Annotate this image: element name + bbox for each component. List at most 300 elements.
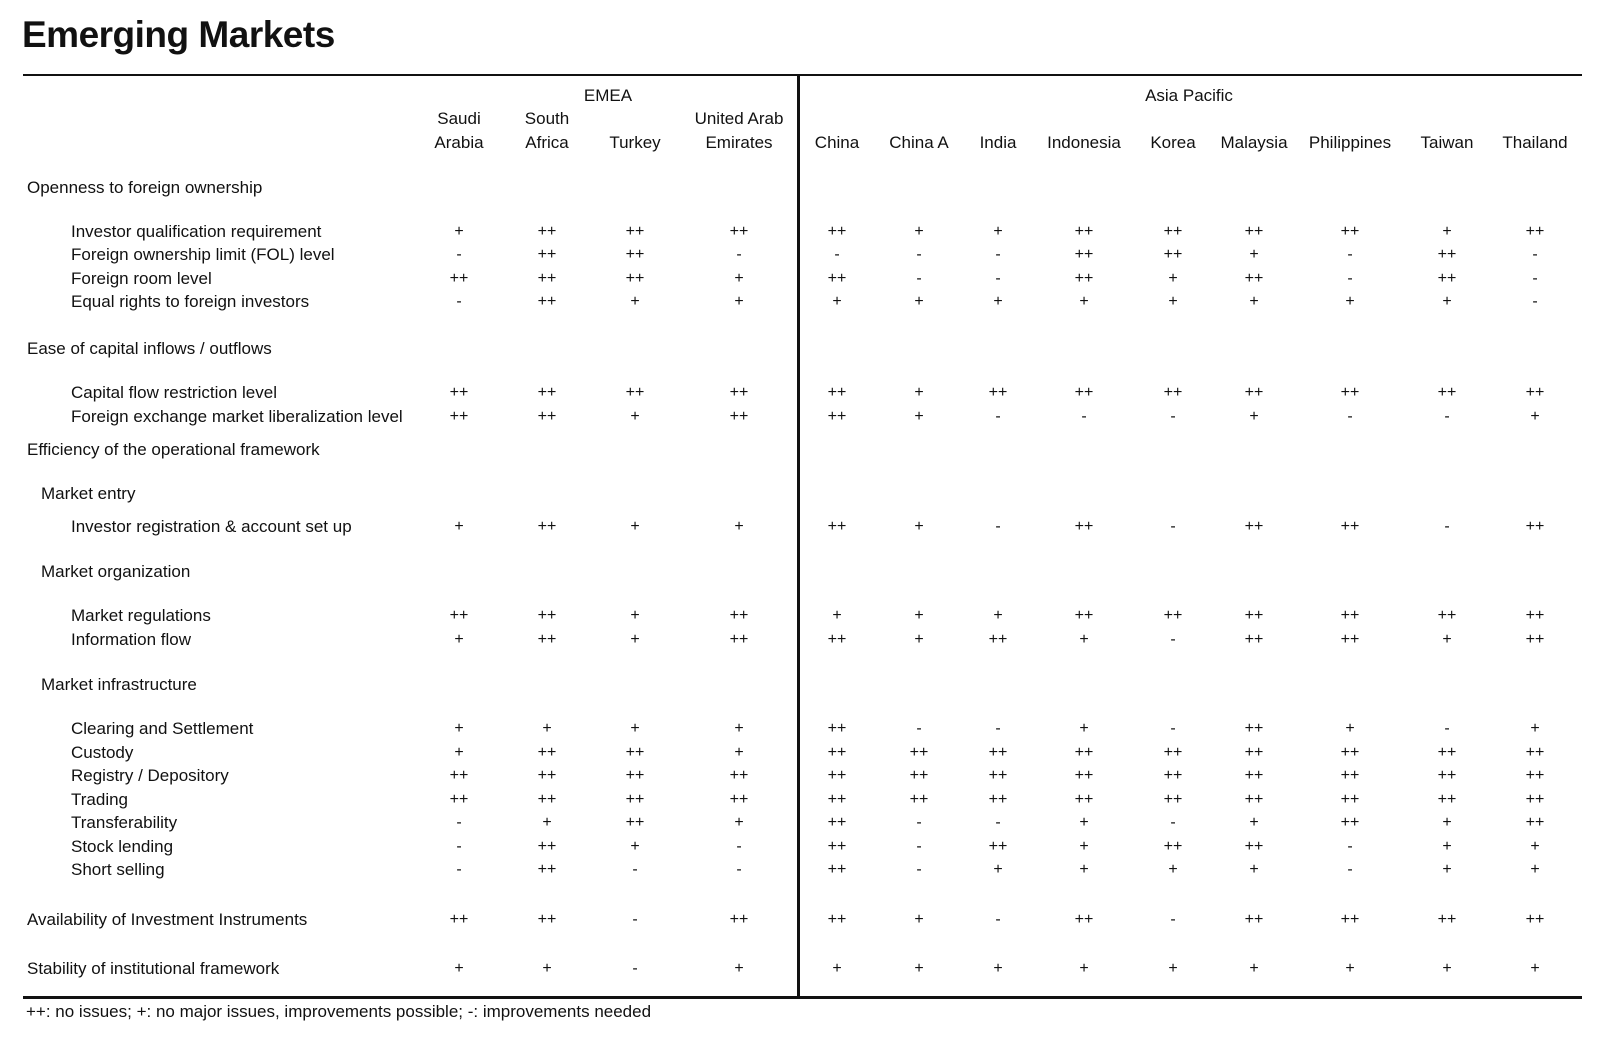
column-header-line1 xyxy=(1502,107,1567,131)
rating-cell: + xyxy=(734,270,744,287)
rating-cell: + xyxy=(1345,293,1355,310)
column-header xyxy=(609,107,660,155)
criterion-label: Capital flow restriction level xyxy=(71,383,277,402)
column-header-line1 xyxy=(1309,107,1391,131)
rating-cell: ++ xyxy=(625,791,645,808)
rating-cell: + xyxy=(1079,838,1089,855)
rating-cell: - xyxy=(736,861,742,878)
rating-cell: + xyxy=(1079,631,1089,648)
subsection-label: Market organization xyxy=(41,562,191,581)
criterion-label: Investor qualification requirement xyxy=(71,222,322,241)
region-header: Asia Pacific xyxy=(1145,86,1233,105)
column-header xyxy=(980,107,1017,155)
rating-cell: ++ xyxy=(1525,631,1545,648)
column-header xyxy=(1150,107,1195,155)
rating-cell: + xyxy=(454,223,464,240)
rating-cell: ++ xyxy=(537,293,557,310)
rating-cell: ++ xyxy=(449,607,469,624)
rating-cell: - xyxy=(1347,270,1353,287)
column-header xyxy=(695,107,784,155)
rating-cell: ++ xyxy=(1074,767,1094,784)
rating-cell: ++ xyxy=(537,518,557,535)
rating-cell: ++ xyxy=(1244,384,1264,401)
rating-cell: ++ xyxy=(988,631,1008,648)
column-header-line2: Thailand xyxy=(1502,133,1568,152)
column-header-line1: United Arab xyxy=(694,109,784,128)
rating-cell: ++ xyxy=(449,767,469,784)
rating-cell: - xyxy=(1444,408,1450,425)
rating-cell: ++ xyxy=(1163,838,1183,855)
rating-cell: ++ xyxy=(1074,791,1094,808)
rating-cell: ++ xyxy=(1437,911,1457,928)
column-header-line1 xyxy=(980,107,1017,131)
rating-cell: ++ xyxy=(909,767,929,784)
rating-cell: + xyxy=(630,518,640,535)
rating-cell: + xyxy=(914,607,924,624)
rating-cell: + xyxy=(1530,408,1540,425)
rating-cell: ++ xyxy=(1437,767,1457,784)
rating-cell: ++ xyxy=(1525,791,1545,808)
rating-cell: + xyxy=(914,960,924,977)
rating-cell: ++ xyxy=(988,767,1008,784)
rating-cell: ++ xyxy=(1340,223,1360,240)
rating-cell: - xyxy=(1532,293,1538,310)
rating-cell: + xyxy=(630,293,640,310)
rating-cell: ++ xyxy=(1244,744,1264,761)
rating-cell: - xyxy=(1532,270,1538,287)
section-label: Ease of capital inflows / outflows xyxy=(27,339,272,358)
rating-cell: ++ xyxy=(1340,744,1360,761)
rating-cell: ++ xyxy=(1074,911,1094,928)
rating-cell: ++ xyxy=(1163,384,1183,401)
rating-cell: + xyxy=(630,607,640,624)
section-label: Efficiency of the operational framework xyxy=(27,440,320,459)
rating-cell: + xyxy=(734,960,744,977)
rating-cell: ++ xyxy=(537,791,557,808)
rating-cell: ++ xyxy=(537,384,557,401)
rating-cell: - xyxy=(1170,408,1176,425)
rating-cell: + xyxy=(542,814,552,831)
column-header xyxy=(889,107,949,155)
rating-cell: ++ xyxy=(729,223,749,240)
rating-cell: + xyxy=(993,861,1003,878)
rating-cell: - xyxy=(1347,408,1353,425)
rating-cell: + xyxy=(734,814,744,831)
rating-cell: + xyxy=(1530,960,1540,977)
rating-cell: + xyxy=(1249,861,1259,878)
rating-cell: + xyxy=(1249,814,1259,831)
rating-cell: ++ xyxy=(827,861,847,878)
rating-cell: + xyxy=(454,518,464,535)
column-header-line1 xyxy=(889,107,949,131)
rating-cell: - xyxy=(995,270,1001,287)
rating-cell: + xyxy=(1442,293,1452,310)
rating-cell: ++ xyxy=(827,270,847,287)
column-header-line2: China A xyxy=(889,133,949,152)
rating-cell: ++ xyxy=(537,607,557,624)
column-header-line1 xyxy=(815,107,859,131)
rating-cell: ++ xyxy=(1437,384,1457,401)
rating-cell: + xyxy=(1079,720,1089,737)
rating-cell: ++ xyxy=(1437,270,1457,287)
rating-cell: ++ xyxy=(1163,791,1183,808)
rating-cell: + xyxy=(542,960,552,977)
rating-cell: + xyxy=(914,631,924,648)
rating-cell: + xyxy=(914,384,924,401)
rating-cell: ++ xyxy=(1437,246,1457,263)
rating-cell: ++ xyxy=(1437,791,1457,808)
rating-cell: + xyxy=(630,720,640,737)
rating-cell: ++ xyxy=(625,223,645,240)
rating-cell: ++ xyxy=(1244,720,1264,737)
rating-cell: - xyxy=(916,246,922,263)
rating-cell: - xyxy=(736,838,742,855)
rating-cell: ++ xyxy=(537,270,557,287)
rating-cell: - xyxy=(1170,720,1176,737)
subsection-label: Market infrastructure xyxy=(41,675,197,694)
rating-cell: ++ xyxy=(827,720,847,737)
rating-cell: ++ xyxy=(827,791,847,808)
rating-cell: + xyxy=(454,631,464,648)
rating-cell: ++ xyxy=(729,384,749,401)
rating-cell: + xyxy=(1530,838,1540,855)
rating-cell: ++ xyxy=(1340,791,1360,808)
rating-cell: ++ xyxy=(449,911,469,928)
rating-cell: ++ xyxy=(827,814,847,831)
rating-cell: ++ xyxy=(1340,814,1360,831)
rating-cell: ++ xyxy=(1525,384,1545,401)
rating-cell: ++ xyxy=(827,408,847,425)
rating-cell: ++ xyxy=(729,767,749,784)
criterion-label: Investor registration & account set up xyxy=(71,517,352,536)
rating-cell: ++ xyxy=(1340,518,1360,535)
column-header xyxy=(1309,107,1391,155)
column-header xyxy=(1421,107,1474,155)
rating-cell: + xyxy=(1249,246,1259,263)
criterion-label: Clearing and Settlement xyxy=(71,719,254,738)
rating-cell: ++ xyxy=(537,631,557,648)
criterion-label: Trading xyxy=(71,790,129,809)
column-header-line2: Philippines xyxy=(1308,133,1392,152)
rating-cell: + xyxy=(1442,223,1452,240)
column-header-line2: Malaysia xyxy=(1220,133,1288,152)
rating-cell: + xyxy=(542,720,552,737)
rating-cell: ++ xyxy=(1074,744,1094,761)
rating-cell: - xyxy=(1347,838,1353,855)
rating-cell: ++ xyxy=(1525,911,1545,928)
rating-cell: ++ xyxy=(1244,607,1264,624)
rating-cell: + xyxy=(734,744,744,761)
rating-cell: - xyxy=(916,814,922,831)
legend-note: ++: no issues; +: no major issues, improvements possible; -: improvements needed xyxy=(26,1002,652,1021)
rating-cell: + xyxy=(1168,861,1178,878)
rating-cell: + xyxy=(914,911,924,928)
top-rule xyxy=(23,74,1582,76)
rating-cell: ++ xyxy=(827,518,847,535)
rating-cell: + xyxy=(454,720,464,737)
rating-cell: + xyxy=(1345,960,1355,977)
rating-cell: - xyxy=(736,246,742,263)
rating-cell: - xyxy=(1444,720,1450,737)
rating-cell: ++ xyxy=(625,270,645,287)
rating-cell: ++ xyxy=(1244,223,1264,240)
rating-cell: ++ xyxy=(449,791,469,808)
rating-cell: ++ xyxy=(988,744,1008,761)
rating-cell: - xyxy=(456,293,462,310)
column-header-line2: China xyxy=(814,133,860,152)
rating-cell: ++ xyxy=(1074,518,1094,535)
column-header xyxy=(434,107,483,155)
rating-cell: ++ xyxy=(449,408,469,425)
rating-cell: - xyxy=(456,814,462,831)
criterion-label: Foreign room level xyxy=(71,269,212,288)
column-header-line1 xyxy=(1421,107,1474,131)
rating-cell: ++ xyxy=(1340,607,1360,624)
rating-cell: ++ xyxy=(1163,246,1183,263)
criterion-label: Registry / Depository xyxy=(71,766,229,785)
rating-cell: ++ xyxy=(988,384,1008,401)
rating-cell: ++ xyxy=(1525,767,1545,784)
rating-cell: + xyxy=(1168,960,1178,977)
rating-cell: + xyxy=(993,223,1003,240)
rating-cell: + xyxy=(993,960,1003,977)
rating-cell: ++ xyxy=(1340,631,1360,648)
rating-cell: + xyxy=(1079,293,1089,310)
rating-cell: ++ xyxy=(827,744,847,761)
rating-cell: ++ xyxy=(1525,744,1545,761)
rating-cell: ++ xyxy=(729,408,749,425)
column-header-line2: Emirates xyxy=(705,133,773,152)
rating-cell: - xyxy=(995,814,1001,831)
rating-cell: - xyxy=(916,720,922,737)
rating-cell: + xyxy=(832,960,842,977)
region-divider xyxy=(797,74,800,998)
column-header-line2: Africa xyxy=(525,133,569,152)
rating-cell: ++ xyxy=(537,408,557,425)
column-header xyxy=(525,107,569,155)
rating-cell: ++ xyxy=(827,384,847,401)
rating-cell: - xyxy=(1170,814,1176,831)
rating-cell: - xyxy=(1532,246,1538,263)
rating-cell: - xyxy=(632,960,638,977)
rating-cell: ++ xyxy=(537,838,557,855)
rating-cell: ++ xyxy=(827,767,847,784)
column-header-line1 xyxy=(1150,107,1195,131)
rating-cell: + xyxy=(1168,293,1178,310)
rating-cell: + xyxy=(630,408,640,425)
rating-cell: ++ xyxy=(1437,744,1457,761)
rating-cell: ++ xyxy=(1525,814,1545,831)
rating-cell: ++ xyxy=(729,791,749,808)
rating-cell: + xyxy=(454,960,464,977)
column-header xyxy=(1502,107,1567,155)
rating-cell: ++ xyxy=(625,246,645,263)
page-title: Emerging Markets xyxy=(22,14,335,55)
rating-cell: ++ xyxy=(625,814,645,831)
rating-cell: + xyxy=(1079,861,1089,878)
rating-cell: ++ xyxy=(1244,838,1264,855)
column-header-line1 xyxy=(609,107,660,131)
rating-cell: ++ xyxy=(1525,518,1545,535)
rating-cell: ++ xyxy=(625,384,645,401)
rating-cell: ++ xyxy=(729,911,749,928)
rating-cell: - xyxy=(1081,408,1087,425)
rating-cell: ++ xyxy=(988,838,1008,855)
region-header: EMEA xyxy=(583,86,633,105)
rating-cell: - xyxy=(456,838,462,855)
rating-cell: ++ xyxy=(537,911,557,928)
rating-cell: - xyxy=(995,408,1001,425)
rating-cell: ++ xyxy=(1074,223,1094,240)
rating-cell: - xyxy=(995,720,1001,737)
rating-cell: - xyxy=(1170,911,1176,928)
rating-cell: + xyxy=(1442,814,1452,831)
rating-cell: + xyxy=(1168,270,1178,287)
rating-cell: + xyxy=(832,607,842,624)
rating-cell: - xyxy=(456,861,462,878)
rating-cell: ++ xyxy=(1163,223,1183,240)
criterion-label: Foreign exchange market liberalization level xyxy=(71,407,403,426)
rating-cell: - xyxy=(632,911,638,928)
rating-cell: ++ xyxy=(827,631,847,648)
rating-cell: - xyxy=(1444,518,1450,535)
rating-cell: + xyxy=(1079,960,1089,977)
rating-cell: + xyxy=(734,293,744,310)
rating-cell: - xyxy=(995,246,1001,263)
rating-cell: ++ xyxy=(625,744,645,761)
rating-cell: + xyxy=(630,631,640,648)
rating-cell: ++ xyxy=(1244,791,1264,808)
rating-cell: ++ xyxy=(729,631,749,648)
column-header-line2: Turkey xyxy=(609,133,661,152)
rating-cell: ++ xyxy=(827,911,847,928)
rating-cell: + xyxy=(454,744,464,761)
rating-cell: ++ xyxy=(909,791,929,808)
rating-cell: ++ xyxy=(909,744,929,761)
rating-cell: ++ xyxy=(537,246,557,263)
rating-cell: + xyxy=(993,293,1003,310)
rating-cell: + xyxy=(1079,814,1089,831)
rating-cell: - xyxy=(1170,631,1176,648)
column-header-line1: South xyxy=(524,109,570,128)
rating-cell: + xyxy=(1345,720,1355,737)
rating-cell: ++ xyxy=(1340,911,1360,928)
rating-cell: ++ xyxy=(1340,384,1360,401)
rating-cell: - xyxy=(916,270,922,287)
rating-cell: - xyxy=(456,246,462,263)
rating-cell: + xyxy=(1442,631,1452,648)
rating-cell: ++ xyxy=(1244,767,1264,784)
rating-cell: ++ xyxy=(1244,631,1264,648)
rating-cell: + xyxy=(1530,720,1540,737)
rating-cell: ++ xyxy=(1074,607,1094,624)
criterion-label: Custody xyxy=(71,743,134,762)
rating-cell: - xyxy=(1347,246,1353,263)
rating-cell: ++ xyxy=(537,223,557,240)
rating-cell: ++ xyxy=(1525,223,1545,240)
section-label: Stability of institutional framework xyxy=(27,959,280,978)
rating-cell: ++ xyxy=(1244,911,1264,928)
rating-cell: + xyxy=(1530,861,1540,878)
column-header-line2: Taiwan xyxy=(1420,133,1474,152)
rating-cell: + xyxy=(1442,838,1452,855)
rating-cell: ++ xyxy=(449,384,469,401)
criterion-label: Equal rights to foreign investors xyxy=(71,292,310,311)
rating-cell: + xyxy=(1442,960,1452,977)
column-header-line1 xyxy=(1220,107,1287,131)
rating-cell: + xyxy=(1249,408,1259,425)
rating-cell: ++ xyxy=(988,791,1008,808)
rating-cell: ++ xyxy=(449,270,469,287)
criterion-label: Market regulations xyxy=(71,606,211,625)
column-header xyxy=(1220,107,1287,155)
rating-cell: ++ xyxy=(537,861,557,878)
rating-cell: ++ xyxy=(1163,744,1183,761)
section-label: Openness to foreign ownership xyxy=(27,178,263,197)
rating-cell: + xyxy=(993,607,1003,624)
rating-cell: - xyxy=(632,861,638,878)
rating-cell: ++ xyxy=(729,607,749,624)
rating-cell: ++ xyxy=(1163,767,1183,784)
rating-cell: + xyxy=(1442,861,1452,878)
rating-cell: ++ xyxy=(1163,607,1183,624)
column-header-line2: Korea xyxy=(1150,133,1196,152)
rating-cell: ++ xyxy=(537,767,557,784)
column-header-line2: Arabia xyxy=(434,133,484,152)
rating-cell: - xyxy=(995,518,1001,535)
criterion-label: Transferability xyxy=(71,813,178,832)
rating-cell: + xyxy=(1249,293,1259,310)
rating-cell: + xyxy=(914,293,924,310)
rating-cell: - xyxy=(995,911,1001,928)
rating-cell: + xyxy=(914,408,924,425)
rating-cell: ++ xyxy=(1074,246,1094,263)
subsection-label: Market entry xyxy=(41,484,136,503)
rating-cell: - xyxy=(916,838,922,855)
criterion-label: Foreign ownership limit (FOL) level xyxy=(71,245,335,264)
rating-cell: + xyxy=(914,518,924,535)
rating-cell: ++ xyxy=(827,223,847,240)
rating-cell: + xyxy=(832,293,842,310)
rating-cell: + xyxy=(914,223,924,240)
column-header xyxy=(815,107,859,155)
rating-cell: ++ xyxy=(625,767,645,784)
rating-cell: ++ xyxy=(1437,607,1457,624)
rating-cell: ++ xyxy=(1340,767,1360,784)
rating-cell: + xyxy=(1249,960,1259,977)
criterion-label: Information flow xyxy=(71,630,191,649)
rating-cell: + xyxy=(734,720,744,737)
column-header-line2: Indonesia xyxy=(1047,133,1121,152)
column-header-line2: India xyxy=(979,133,1017,152)
rating-cell: - xyxy=(916,861,922,878)
rating-cell: ++ xyxy=(827,838,847,855)
column-header xyxy=(1047,107,1121,155)
criterion-label: Short selling xyxy=(71,860,165,879)
criterion-label: Stock lending xyxy=(71,837,174,856)
rating-cell: ++ xyxy=(1074,270,1094,287)
rating-cell: - xyxy=(1170,518,1176,535)
rating-cell: + xyxy=(734,518,744,535)
rating-cell: + xyxy=(630,838,640,855)
rating-cell: - xyxy=(1347,861,1353,878)
rating-cell: - xyxy=(834,246,840,263)
bottom-rule xyxy=(23,996,1582,999)
rating-cell: ++ xyxy=(1244,270,1264,287)
rating-cell: ++ xyxy=(1525,607,1545,624)
rating-cell: ++ xyxy=(1244,518,1264,535)
rating-cell: ++ xyxy=(1074,384,1094,401)
